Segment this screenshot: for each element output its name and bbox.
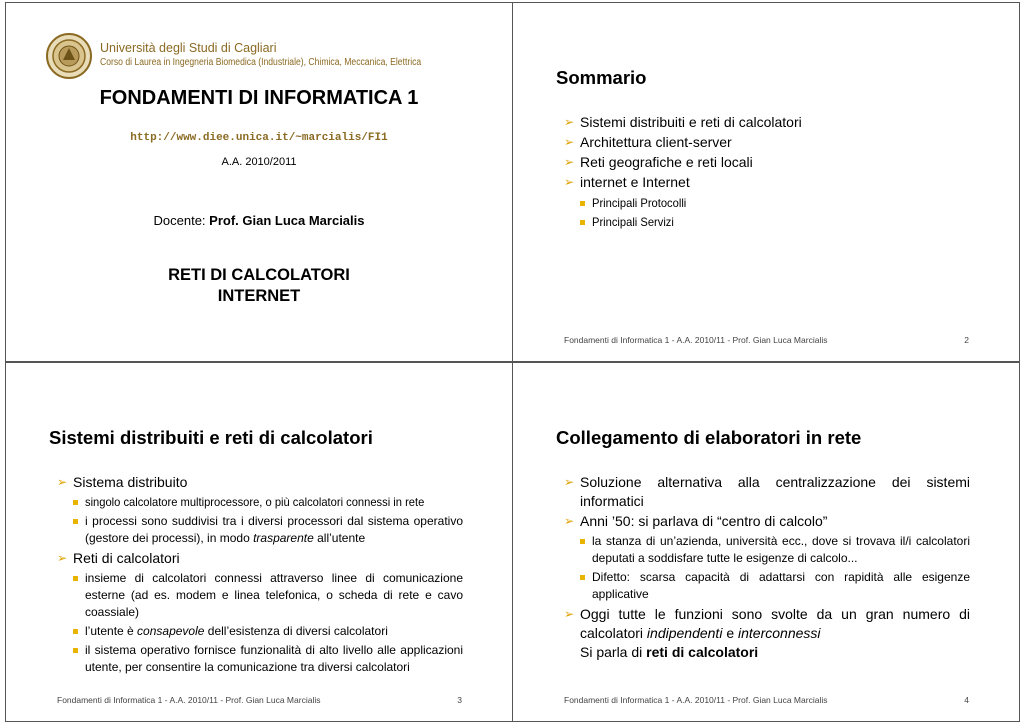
list-item: ➢ Architettura client-server (564, 134, 732, 150)
square-bullet-icon (73, 576, 78, 581)
slide-body (564, 113, 970, 231)
list-item: ➢ Oggi tutte le funzioni sono svolte da un gran numero di calcolatori indipendenti e interconnessi Si parla di reti di calcolatori (564, 606, 970, 660)
arrow-bullet-icon: ➢ (564, 135, 575, 149)
slide-footer: Fondamenti di Informatica 1 - A.A. 2010/11 - Prof. Gian Luca Marcialis (564, 335, 828, 345)
page-number: 2 (964, 335, 969, 345)
list-item: ➢ Soluzione alternativa alla centralizzazione dei sistemi informatici (564, 474, 970, 509)
square-bullet-icon (73, 519, 78, 524)
topic-line1: RETI DI CALCOLATORI (168, 266, 350, 284)
academic-year: A.A. 2010/2011 (221, 156, 297, 168)
list-item: ➢ Sistema distribuito (57, 474, 188, 490)
list-item: ➢ Sistemi distribuiti e reti di calcolatori (564, 114, 802, 130)
sub-list-item: Principali Servizi (564, 214, 970, 231)
arrow-bullet-icon: ➢ (57, 475, 68, 489)
teacher-name: Prof. Gian Luca Marcialis (209, 213, 365, 228)
list-item: ➢ Anni ’50: si parlava di “centro di calcolo” (564, 513, 828, 529)
sub-list-item: la stanza di un’azienda, università ecc., dove si trovava il/i calcolatori deputati a soddisfare tutte le esigenze di calcolo... (564, 533, 970, 567)
slide-body (57, 473, 463, 676)
list-item: ➢ Reti di calcolatori (57, 550, 180, 566)
arrow-bullet-icon: ➢ (564, 115, 575, 129)
slide-title: Collegamento di elaboratori in rete (556, 427, 862, 448)
square-bullet-icon (73, 629, 78, 634)
square-bullet-icon (580, 220, 585, 225)
slide-footer: Fondamenti di Informatica 1 - A.A. 2010/11 - Prof. Gian Luca Marcialis (564, 695, 828, 705)
slide-title (5, 2, 513, 362)
square-bullet-icon (580, 539, 585, 544)
sub-list-item: Principali Protocolli (564, 195, 970, 212)
page-number: 4 (964, 695, 969, 705)
square-bullet-icon (73, 500, 78, 505)
square-bullet-icon (580, 201, 585, 206)
topic-line2: INTERNET (217, 287, 301, 305)
slide-title: Sistemi distribuiti e reti di calcolatori (49, 427, 373, 448)
page-number: 3 (457, 695, 462, 705)
square-bullet-icon (73, 648, 78, 653)
arrow-bullet-icon: ➢ (564, 175, 575, 189)
slide-sistemi-distribuiti (5, 362, 513, 722)
course-line: Corso di Laurea in Ingegneria Biomedica (Industriale), Chimica, Meccanica, Elettrica (100, 57, 422, 68)
course-url: http://www.diee.unica.it/~marcialis/FI1 (130, 132, 388, 144)
square-bullet-icon (580, 575, 585, 580)
sub-list-item: l’utente è consapevole dell’esistenza di diversi calcolatori (57, 623, 463, 640)
course-title: FONDAMENTI DI INFORMATICA 1 (99, 87, 419, 109)
slide-collegamento (512, 362, 1020, 722)
arrow-bullet-icon: ➢ (57, 551, 68, 565)
sub-list-item: Difetto: scarsa capacità di adattarsi con rapidità alle esigenze applicative (564, 569, 970, 603)
slide-sommario (512, 2, 1020, 362)
list-item: ➢ Reti geografiche e reti locali (564, 154, 753, 170)
sub-list-item: il sistema operativo fornisce funzionalità di alto livello alle applicazioni utente, per consentire la comunicazione tra diversi calcolatori (57, 642, 463, 676)
arrow-bullet-icon: ➢ (564, 607, 575, 621)
arrow-bullet-icon: ➢ (564, 475, 575, 489)
sub-list-item: i processi sono suddivisi tra i diversi processori dal sistema operativo (gestore dei processi), in modo trasparente all’utente (57, 513, 463, 547)
slide-body (564, 473, 970, 662)
teacher-label: Docente: (153, 213, 210, 228)
arrow-bullet-icon: ➢ (564, 155, 575, 169)
sub-list-item: insieme di calcolatori connessi attraverso linee di comunicazione esterne (ad es. modem e linea telefonica, o scheda di rete e cavo coassiale) (57, 570, 463, 621)
sub-list-item: singolo calcolatore multiprocessore, o più calcolatori connessi in rete (57, 494, 463, 511)
university-name: Università degli Studi di Cagliari (100, 41, 277, 55)
slide-footer: Fondamenti di Informatica 1 - A.A. 2010/11 - Prof. Gian Luca Marcialis (57, 695, 321, 705)
list-item: ➢ internet e Internet (564, 174, 690, 190)
university-seal-icon (46, 33, 92, 79)
arrow-bullet-icon: ➢ (564, 514, 575, 528)
slide-title: Sommario (556, 67, 647, 88)
teacher (6, 213, 512, 228)
